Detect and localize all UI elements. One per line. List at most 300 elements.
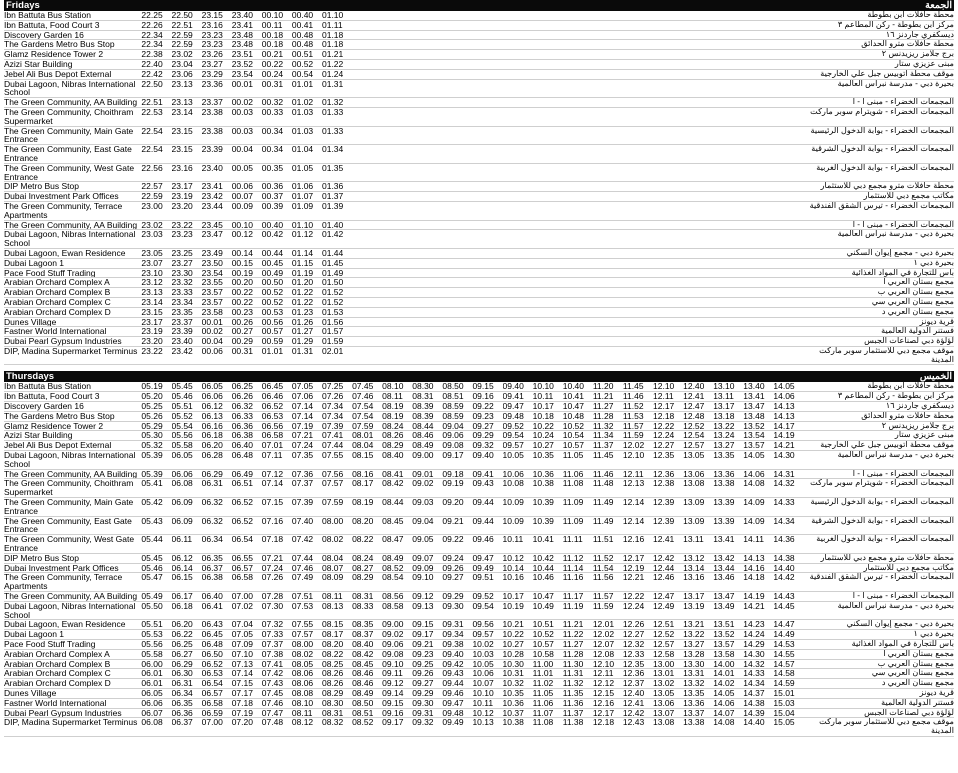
departure-time: 14.21 [773,441,803,451]
departure-time: 08.42 [382,479,412,498]
departure-time [773,288,803,298]
departure-time: 10.28 [503,649,533,659]
departure-time: 13.28 [683,649,713,659]
departure-time [653,145,683,164]
departure-time: 08.45 [352,659,382,669]
departure-time [593,40,623,50]
departure-time [623,220,653,230]
departure-time [623,307,653,317]
departure-time [743,327,773,337]
departure-time: 01.09 [292,201,322,220]
table-row [4,718,954,737]
departure-time: 23.52 [232,59,262,69]
departure-time: 07.41 [262,659,292,669]
departure-time: 14.34 [743,679,773,689]
departure-time: 08.15 [352,451,382,470]
departure-time: 22.34 [141,30,171,40]
departure-time: 00.06 [232,182,262,192]
stop-name-en: Dubai Lagoon, Ewan Residence [4,620,141,630]
departure-time: 08.59 [442,411,472,421]
departure-time: 23.03 [141,230,171,249]
departure-time: 01.10 [322,11,352,20]
departure-time [563,268,593,278]
departure-time: 10.35 [533,451,563,470]
departure-time: 05.43 [141,516,171,535]
departure-time: 11.36 [563,698,593,708]
departure-time: 00.29 [232,337,262,347]
departure-time: 08.51 [352,708,382,718]
table-row [4,659,954,669]
departure-time: 09.47 [472,553,502,563]
departure-time [563,346,593,365]
stop-name-en: The Green Community, West Gate Entrance [4,535,141,554]
departure-time [412,248,442,258]
departure-time [713,307,743,317]
departure-time: 08.54 [382,573,412,592]
departure-time: 09.17 [382,718,412,737]
departure-time [713,98,743,108]
departure-time [503,327,533,337]
departure-time [623,126,653,145]
departure-time: 09.48 [442,708,472,718]
departure-time [382,337,412,347]
stop-name-en: DIP Metro Bus Stop [4,182,141,192]
stop-name-en: Arabian Orchard Complex B [4,659,141,669]
departure-time: 08.16 [352,469,382,479]
departure-time: 12.16 [593,698,623,708]
departure-time: 12.51 [653,620,683,630]
departure-time [743,69,773,79]
departure-time [683,278,713,288]
departure-time: 01.12 [292,230,322,249]
departure-time: 06.32 [202,516,232,535]
departure-time: 01.03 [292,107,322,126]
departure-time: 08.22 [352,535,382,554]
departure-time: 13.54 [743,431,773,441]
departure-time [352,297,382,307]
departure-time [743,220,773,230]
departure-time [653,107,683,126]
departure-time: 14.32 [743,659,773,669]
departure-time [442,98,472,108]
departure-time [503,307,533,317]
departure-time: 06.52 [262,402,292,412]
departure-time: 13.39 [713,498,743,517]
departure-time [563,98,593,108]
stop-name-en: Arabian Orchard Complex C [4,669,141,679]
departure-time: 05.51 [141,620,171,630]
departure-time: 10.38 [503,718,533,737]
departure-time [412,288,442,298]
stop-name-en: The Green Community, AA Building [4,98,141,108]
departure-time [623,230,653,249]
departure-time: 12.02 [593,630,623,640]
departure-time: 13.22 [713,421,743,431]
departure-time [623,59,653,69]
departure-time: 08.15 [322,620,352,630]
stop-name-en: Dubai Investment Park Offices [4,192,141,202]
departure-time [382,11,412,20]
table-row [4,220,954,230]
stop-name-en: The Green Community, Terrace Apartments [4,201,141,220]
departure-time: 22.53 [141,107,171,126]
section-header [4,371,954,382]
departure-time [683,182,713,192]
departure-time [593,327,623,337]
departure-time [503,220,533,230]
departure-time: 14.11 [743,535,773,554]
departure-time: 12.07 [593,640,623,650]
departure-time [412,307,442,317]
departure-time: 00.07 [232,192,262,202]
table-row [4,50,954,60]
departure-time: 22.50 [141,79,171,98]
departure-time: 00.44 [262,248,292,258]
departure-time [442,278,472,288]
section-header [4,0,954,11]
departure-time [472,337,502,347]
departure-time: 12.40 [683,382,713,391]
departure-time [743,163,773,182]
departure-time: 08.00 [322,516,352,535]
departure-time: 09.15 [472,382,502,391]
departure-time: 01.50 [322,278,352,288]
departure-time [352,258,382,268]
departure-time: 01.22 [292,297,322,307]
departure-time: 09.07 [412,553,442,563]
departure-time [773,248,803,258]
departure-time: 05.58 [172,441,202,451]
departure-time: 11.02 [533,679,563,689]
departure-time: 09.43 [472,479,502,498]
departure-time: 14.13 [743,553,773,563]
departure-time: 12.52 [683,421,713,431]
departure-time: 13.18 [713,411,743,421]
stop-name-en: Dubai Lagoon, Nibras International School [4,601,141,620]
departure-time: 07.01 [262,441,292,451]
stop-name-en: DIP Metro Bus Stop [4,553,141,563]
departure-time: 14.08 [713,718,743,737]
departure-time: 08.12 [292,718,322,737]
departure-time: 01.32 [322,98,352,108]
table-row [4,30,954,40]
table-row [4,59,954,69]
departure-time: 09.23 [412,649,442,659]
departure-time: 10.40 [563,382,593,391]
departure-time: 23.17 [141,317,171,327]
departure-time [563,201,593,220]
departure-time: 23.42 [172,346,202,365]
departure-time: 06.38 [202,573,232,592]
departure-time [593,307,623,317]
departure-time [773,20,803,30]
departure-time [593,288,623,298]
stop-name-en: The Green Community, West Gate Entrance [4,163,141,182]
departure-time [773,98,803,108]
departure-time: 05.51 [172,402,202,412]
departure-time: 00.22 [232,297,262,307]
departure-time: 09.20 [442,498,472,517]
departure-time: 01.59 [322,337,352,347]
departure-time [743,126,773,145]
departure-time [442,317,472,327]
stop-name-ar: المجمعات الخضراء - بوابة الدخول الغربية [803,535,954,554]
departure-time: 07.43 [262,679,292,689]
table-row [4,592,954,602]
departure-time: 13.27 [713,441,743,451]
departure-time: 23.02 [172,50,202,60]
stop-name-en: Dubai Lagoon 1 [4,258,141,268]
stop-name-ar: المجمعات الخضراء - بوابة الدخول الشرقية [803,516,954,535]
departure-time [472,40,502,50]
departure-time: 11.49 [593,516,623,535]
departure-time: 23.13 [172,98,202,108]
departure-time: 09.00 [412,451,442,470]
departure-time [442,346,472,365]
departure-time: 11.51 [593,535,623,554]
departure-time [773,50,803,60]
departure-time: 14.24 [743,630,773,640]
departure-time: 00.52 [262,288,292,298]
departure-time: 13.30 [683,659,713,669]
departure-time: 08.51 [442,392,472,402]
departure-time: 14.36 [773,535,803,554]
departure-time: 09.23 [472,411,502,421]
departure-time: 11.17 [563,592,593,602]
departure-time [503,201,533,220]
departure-time [773,11,803,20]
departure-time [352,145,382,164]
departure-time [412,163,442,182]
table-row [4,649,954,659]
departure-time: 23.37 [202,98,232,108]
table-row [4,69,954,79]
departure-time: 10.16 [503,573,533,592]
stop-name-en: The Green Community, Choithram Supermarket [4,107,141,126]
departure-time [533,297,563,307]
departure-time: 08.58 [382,601,412,620]
table-row [4,145,954,164]
departure-time [713,327,743,337]
departure-time: 08.33 [352,601,382,620]
departure-time: 06.05 [172,451,202,470]
departure-time: 07.44 [322,441,352,451]
departure-time: 23.19 [141,327,171,337]
departure-time: 00.37 [262,192,292,202]
departure-time [773,107,803,126]
table-row [4,563,954,573]
departure-time [472,69,502,79]
departure-time [442,220,472,230]
departure-time: 13.16 [683,573,713,592]
departure-time [563,278,593,288]
departure-time: 10.41 [563,392,593,402]
departure-time [412,337,442,347]
departure-time: 11.22 [563,630,593,640]
departure-time [653,248,683,258]
departure-time: 12.13 [623,479,653,498]
departure-time: 10.10 [533,382,563,391]
departure-time [683,11,713,20]
departure-time: 08.52 [382,563,412,573]
departure-time [713,220,743,230]
departure-time: 08.32 [322,718,352,737]
departure-time [442,20,472,30]
departure-time: 13.09 [683,516,713,535]
departure-time: 11.37 [593,441,623,451]
departure-time [352,248,382,258]
departure-time: 12.54 [683,431,713,441]
departure-time: 07.51 [292,592,322,602]
departure-time [713,79,743,98]
departure-time [653,268,683,278]
departure-time: 13.47 [713,592,743,602]
departure-time: 12.57 [683,441,713,451]
departure-time [412,30,442,40]
departure-time [412,297,442,307]
departure-time [593,192,623,202]
departure-time: 05.53 [141,630,171,640]
table-row [4,669,954,679]
departure-time: 00.45 [262,258,292,268]
departure-time [713,317,743,327]
departure-time: 07.21 [292,431,322,441]
stop-name-ar: المجمعات الخضراء - بوابة الدخول الرئيسية [803,126,954,145]
departure-time [382,248,412,258]
departure-time [593,220,623,230]
departure-time: 08.31 [322,708,352,718]
departure-time: 00.06 [202,346,232,365]
departure-time: 01.19 [292,268,322,278]
departure-time [623,317,653,327]
departure-time: 23.58 [202,307,232,317]
departure-time [773,337,803,347]
departure-time [352,182,382,192]
departure-time: 06.51 [232,479,262,498]
departure-time [503,145,533,164]
departure-time: 11.45 [623,382,653,391]
departure-time: 06.25 [232,382,262,391]
table-row [4,258,954,268]
departure-time: 10.36 [533,469,563,479]
departure-time: 08.39 [412,402,442,412]
stop-name-en: Ibn Battuta, Food Court 3 [4,20,141,30]
stop-name-en: Dunes Village [4,317,141,327]
departure-time [713,20,743,30]
departure-time: 23.36 [202,79,232,98]
departure-time [533,98,563,108]
departure-time: 11.21 [563,620,593,630]
departure-time: 12.40 [623,688,653,698]
departure-time: 11.56 [593,573,623,592]
stop-name-en: Fastner World International [4,327,141,337]
departure-time: 13.31 [683,669,713,679]
departure-time [773,69,803,79]
departure-time: 14.05 [713,688,743,698]
stop-name-ar: بحيرة دبي - مجمع إيوان السكني [803,248,954,258]
departure-time [683,107,713,126]
departure-time [563,145,593,164]
departure-time [713,258,743,268]
departure-time: 06.43 [202,620,232,630]
stop-name-ar: بحيرة دبي ١ [803,258,954,268]
departure-time: 12.44 [653,563,683,573]
departure-time [533,278,563,288]
departure-time: 05.30 [141,431,171,441]
departure-time: 22.54 [141,145,171,164]
departure-time [382,59,412,69]
departure-time: 09.10 [382,659,412,669]
departure-time [412,317,442,327]
departure-time [743,11,773,20]
departure-time: 09.57 [472,630,502,640]
departure-time: 09.03 [412,498,442,517]
departure-time [683,192,713,202]
departure-time: 06.59 [202,708,232,718]
departure-time: 14.40 [743,718,773,737]
departure-time: 00.48 [292,30,322,40]
departure-time: 00.01 [202,317,232,327]
departure-time [442,201,472,220]
departure-time: 08.25 [322,659,352,669]
departure-time: 23.27 [172,258,202,268]
table-row [4,679,954,689]
departure-time [713,69,743,79]
departure-time: 01.23 [292,307,322,317]
departure-time: 14.29 [743,640,773,650]
departure-time: 06.25 [172,640,202,650]
departure-time [713,297,743,307]
departure-time [773,327,803,337]
departure-time [503,40,533,50]
departure-time [382,192,412,202]
departure-time [533,79,563,98]
departure-time: 09.40 [442,649,472,659]
stop-name-en: The Green Community, AA Building [4,469,141,479]
departure-time: 15.01 [773,688,803,698]
stop-name-en: DIP, Madina Supermarket Terminus [4,718,141,737]
departure-time: 14.43 [773,592,803,602]
departure-time: 00.02 [232,98,262,108]
thursdays-section [4,371,954,736]
departure-time: 09.17 [442,451,472,470]
departure-time: 13.44 [713,563,743,573]
departure-time: 14.21 [743,601,773,620]
departure-time [472,346,502,365]
departure-time [743,288,773,298]
departure-time: 09.52 [503,421,533,431]
departure-time: 09.47 [503,402,533,412]
departure-time [683,230,713,249]
departure-time: 11.52 [623,402,653,412]
departure-time: 08.59 [442,402,472,412]
departure-time: 11.08 [563,479,593,498]
departure-time: 05.52 [172,411,202,421]
stop-name-en: Ibn Battuta Bus Station [4,382,141,391]
departure-time: 14.19 [743,592,773,602]
departure-time: 08.13 [322,601,352,620]
departure-time: 00.53 [262,307,292,317]
departure-time [593,79,623,98]
departure-time: 12.10 [653,382,683,391]
departure-time: 09.41 [503,392,533,402]
departure-time: 01.31 [322,79,352,98]
departure-time: 10.06 [503,469,533,479]
departure-time: 12.38 [653,479,683,498]
departure-time: 09.46 [442,688,472,698]
departure-time: 07.26 [262,573,292,592]
departure-time [412,40,442,50]
